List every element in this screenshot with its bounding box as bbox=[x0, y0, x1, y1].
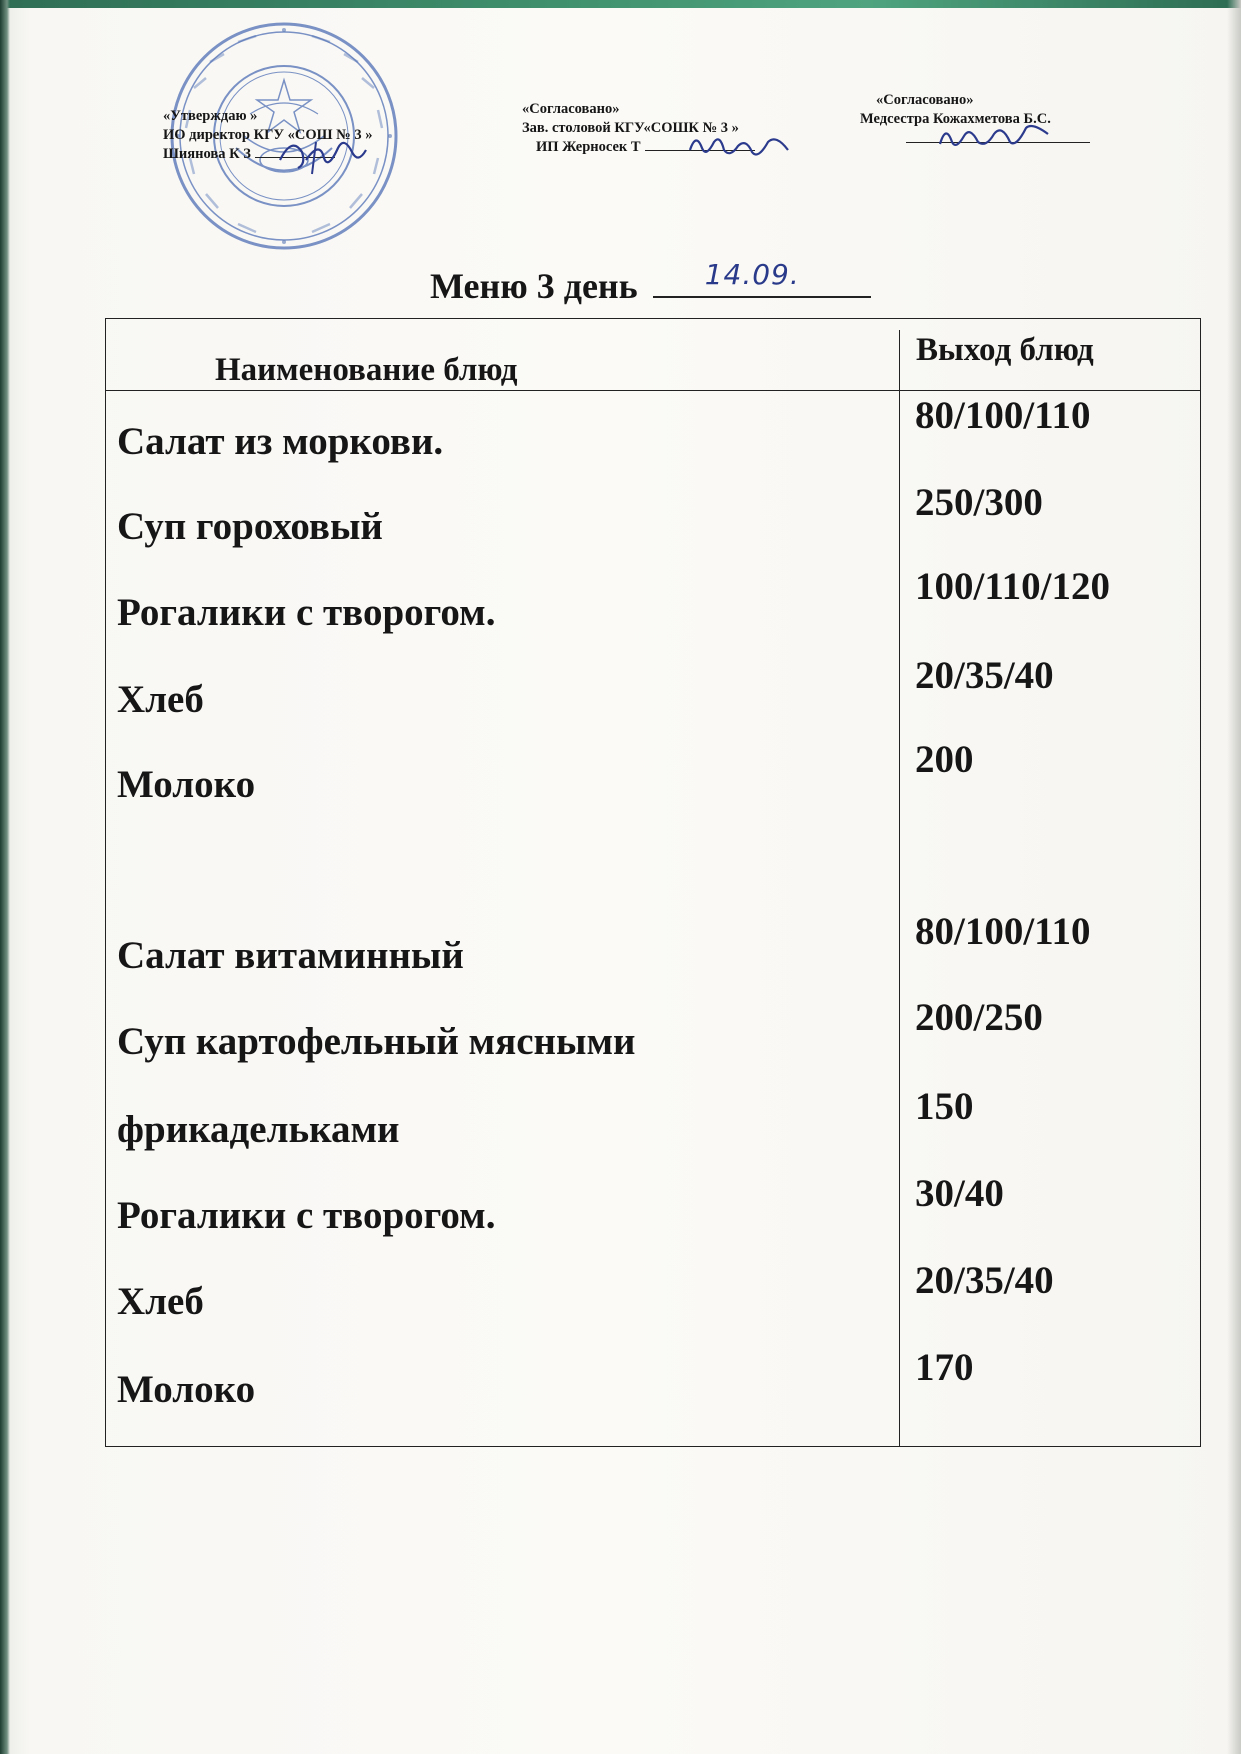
director-signature-icon bbox=[272, 130, 372, 178]
table-row-dish: Суп картофельный мясными bbox=[117, 1020, 636, 1063]
approval-canteen-name: ИП Жерносек Т bbox=[536, 139, 641, 155]
table-row-portion: 170 bbox=[915, 1346, 974, 1389]
approval-director-position: ИО директор КГУ «СОШ № 3 » bbox=[163, 127, 373, 143]
table-row-portion: 200/250 bbox=[915, 996, 1043, 1039]
table-row-dish: Рогалики с творогом. bbox=[117, 591, 496, 634]
table-row-portion: 20/35/40 bbox=[915, 1259, 1054, 1302]
approval-nurse-heading: «Согласовано» bbox=[876, 92, 974, 108]
menu-date-line bbox=[653, 258, 871, 298]
table-row-portion: 20/35/40 bbox=[915, 654, 1054, 697]
table-row-dish: Салат витаминный bbox=[117, 934, 464, 977]
table-row-dish: Хлеб bbox=[117, 1280, 204, 1323]
approval-nurse-position: Медсестра Кожахметова Б.С. bbox=[860, 111, 1051, 127]
table-row-portion: 80/100/110 bbox=[915, 910, 1091, 953]
nurse-signature-icon bbox=[936, 118, 1056, 154]
page-edge-right bbox=[1227, 0, 1241, 1754]
table-row-portion: 150 bbox=[915, 1085, 974, 1128]
table-row-dish: Молоко bbox=[117, 763, 256, 806]
canteen-signature-icon bbox=[684, 128, 796, 164]
approval-canteen-heading: «Согласовано» bbox=[522, 101, 620, 117]
table-row-dish: Хлеб bbox=[117, 678, 204, 721]
table-row-dish: Суп гороховый bbox=[117, 505, 383, 548]
column-header-dish-name: Наименование блюд bbox=[215, 352, 518, 388]
table-row-dish: Рогалики с творогом. bbox=[117, 1194, 496, 1237]
table-row-dish: Салат из моркови. bbox=[117, 420, 444, 463]
table-row-portion: 250/300 bbox=[915, 481, 1043, 524]
page-edge-left bbox=[0, 0, 10, 1754]
table-row-portion: 200 bbox=[915, 738, 974, 781]
menu-table-header-rule bbox=[105, 390, 1201, 391]
approval-director-name: Шиянова К З bbox=[163, 146, 251, 162]
menu-table-column-divider bbox=[899, 330, 900, 1446]
menu-title-text: Меню 3 день bbox=[430, 266, 638, 306]
table-row-dish: фрикадельками bbox=[117, 1108, 400, 1151]
approval-director-heading: «Утверждаю » bbox=[163, 108, 258, 124]
table-row-portion: 30/40 bbox=[915, 1172, 1004, 1215]
page-edge-top bbox=[0, 0, 1241, 8]
table-row-dish: Молоко bbox=[117, 1368, 256, 1411]
menu-title bbox=[430, 258, 871, 307]
column-header-portion: Выход блюд bbox=[916, 332, 1094, 368]
approval-canteen-position: Зав. столовой КГУ«СОШК № 3 » bbox=[522, 120, 739, 136]
table-row-portion: 80/100/110 bbox=[915, 394, 1091, 437]
table-row-portion: 100/110/120 bbox=[915, 565, 1111, 608]
menu-date-handwritten: 14.09. bbox=[704, 258, 800, 291]
